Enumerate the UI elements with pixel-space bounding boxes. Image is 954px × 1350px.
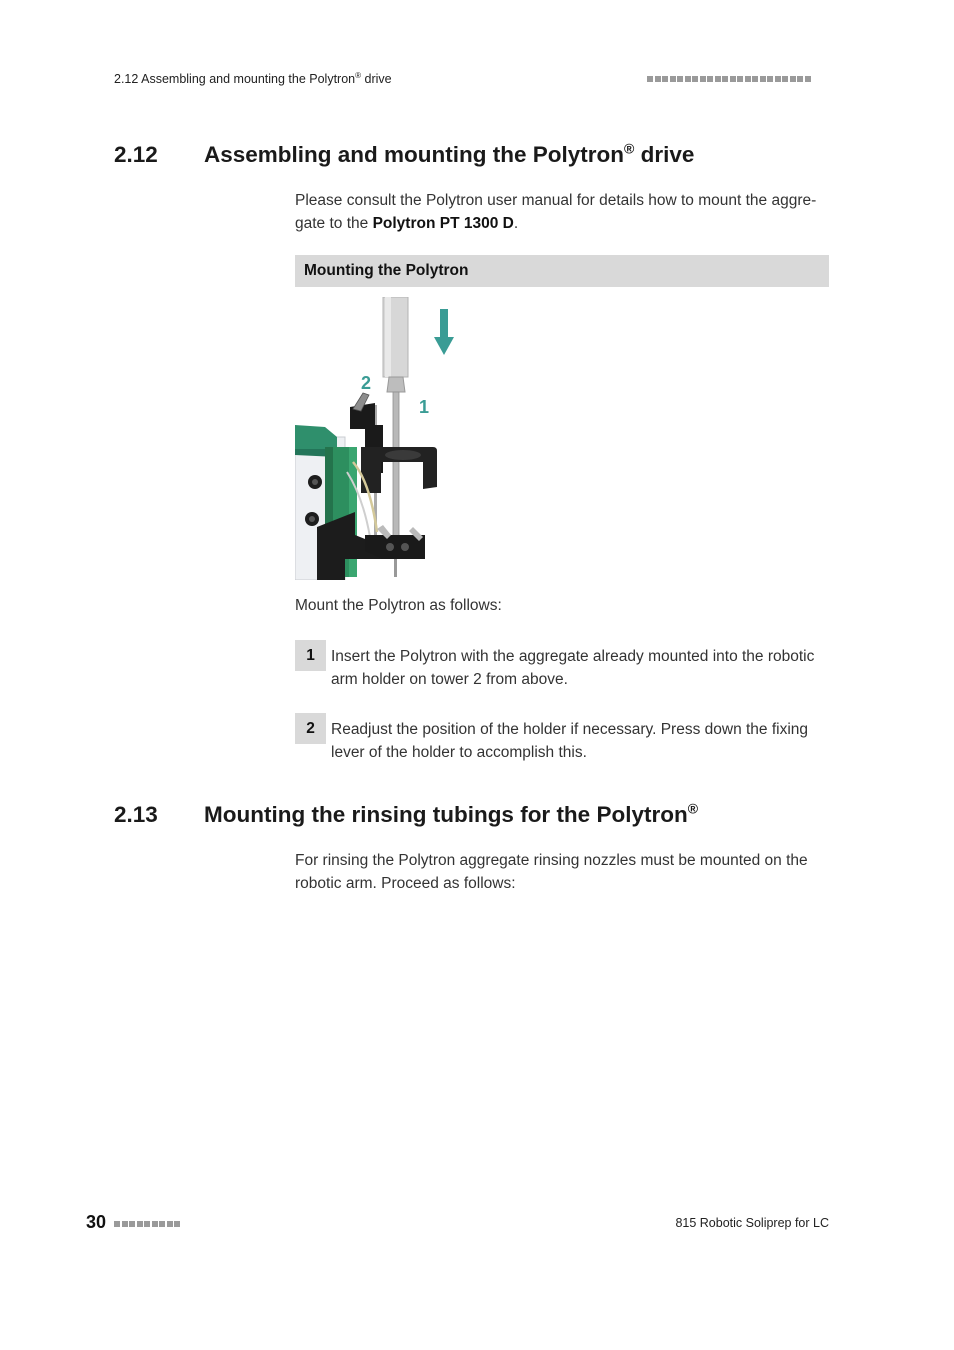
mount-intro-text: Mount the Polytron as follows: xyxy=(295,597,502,614)
section-number: 2.13 xyxy=(114,802,158,827)
section-title: Mounting the rinsing tubings for the Polytron® xyxy=(204,800,699,827)
rinsing-intro-paragraph: For rinsing the Polytron aggregate rinsing nozzles must be mounted on the robotic arm. Proceed as follows: xyxy=(295,852,808,892)
section-title: Assembling and mounting the Polytron® drive xyxy=(204,140,695,167)
polytron-mounting-figure xyxy=(295,297,475,580)
footer-decoration-squares xyxy=(114,1221,180,1227)
running-header: 2.12 Assembling and mounting the Polytron® drive xyxy=(114,71,392,87)
step-text-1: Insert the Polytron with the aggregate already mounted into the robotic arm holder on tower 2 from above. xyxy=(331,648,815,688)
arrow-down-shaft xyxy=(440,309,448,339)
section-2-13-heading xyxy=(114,802,814,832)
section-number: 2.12 xyxy=(114,142,158,167)
header-decoration-squares xyxy=(647,76,811,82)
step-text-2: Readjust the position of the holder if necessary. Press down the fixing lever of the holder to accomplish this. xyxy=(331,721,809,761)
footer-doc-title: 815 Robotic Soliprep for LC xyxy=(675,1216,829,1230)
page-number: 30 xyxy=(86,1212,107,1232)
arrow-down-icon xyxy=(434,337,454,355)
section-2-12-heading xyxy=(114,142,814,172)
mounting-box-heading: Mounting the Polytron xyxy=(295,255,829,287)
figure-label-1: 1 xyxy=(419,397,430,417)
intro-paragraph: Please consult the Polytron user manual for details how to mount the aggre- gate to the Polytron PT 1300 D. xyxy=(295,192,817,232)
step-number-2: 2 xyxy=(295,713,326,744)
figure-label-2: 2 xyxy=(361,373,372,393)
step-number-1: 1 xyxy=(295,640,326,671)
